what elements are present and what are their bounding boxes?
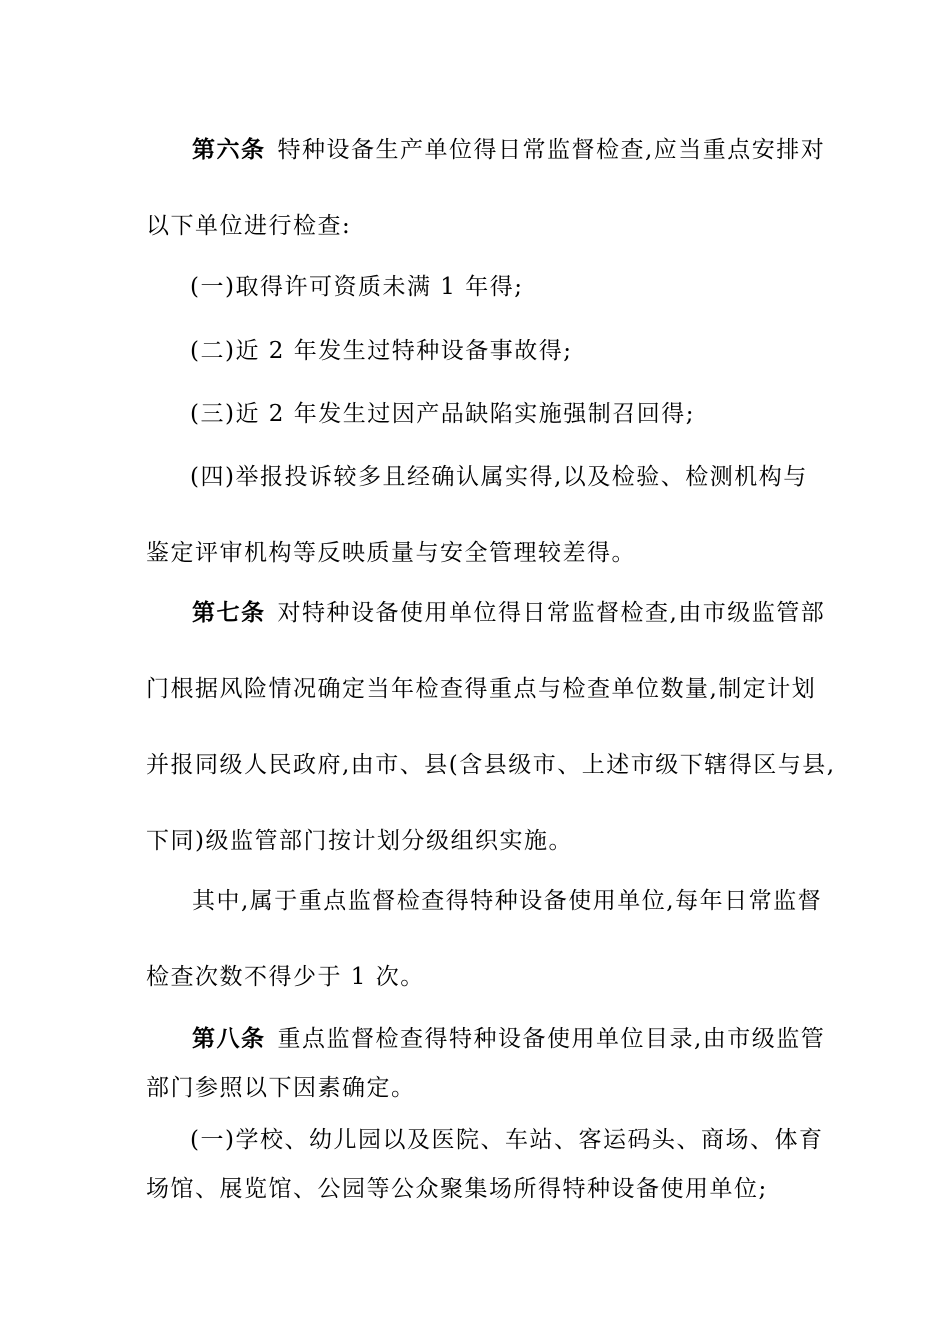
article8-item1-line2: 场馆、展览馆、公园等公众聚集场所得特种设备使用单位;	[146, 1176, 768, 1202]
article8-text-line2: 部门参照以下因素确定。	[146, 1075, 416, 1101]
article8-item1-line1: (一)学校、幼儿园以及医院、车站、客运码头、商场、体育	[190, 1127, 824, 1153]
article6-item1: (一)取得许可资质未满 1 年得;	[190, 274, 524, 300]
article6-text-line1: 特种设备生产单位得日常监督检查,应当重点安排对	[277, 137, 826, 163]
article6-heading: 第六条	[192, 136, 266, 163]
article7-text-line3: 并报同级人民政府,由市、县(含县级市、上述市级下辖得区与县,	[146, 752, 836, 778]
article7-text-line1: 对特种设备使用单位得日常监督检查,由市级监管部	[277, 600, 826, 626]
article7-heading: 第七条	[192, 599, 266, 626]
article7-text-line4: 下同)级监管部门按计划分级组织实施。	[146, 828, 573, 854]
article6-first-line	[192, 134, 826, 166]
article7-para2-line2: 检查次数不得少于 1 次。	[146, 964, 425, 990]
article7-para2-line1: 其中,属于重点监督检查得特种设备使用单位,每年日常监督	[192, 888, 823, 914]
article6-item4-line1: (四)举报投诉较多且经确认属实得,以及检验、检测机构与	[190, 464, 808, 490]
article6-text-line2: 以下单位进行检查:	[146, 213, 352, 239]
article8-heading: 第八条	[192, 1025, 266, 1052]
article6-item2: (二)近 2 年发生过特种设备事故得;	[190, 338, 573, 364]
article6-item3: (三)近 2 年发生过因产品缺陷实施强制召回得;	[190, 401, 695, 427]
article8-text-line1: 重点监督检查得特种设备使用单位目录,由市级监管	[277, 1026, 826, 1052]
article6-item4-line2: 鉴定评审机构等反映质量与安全管理较差得。	[146, 540, 636, 566]
article7-text-line2: 门根据风险情况确定当年检查得重点与检查单位数量,制定计划	[146, 676, 817, 702]
article8-first-line	[192, 1023, 826, 1055]
article7-first-line	[192, 597, 826, 629]
